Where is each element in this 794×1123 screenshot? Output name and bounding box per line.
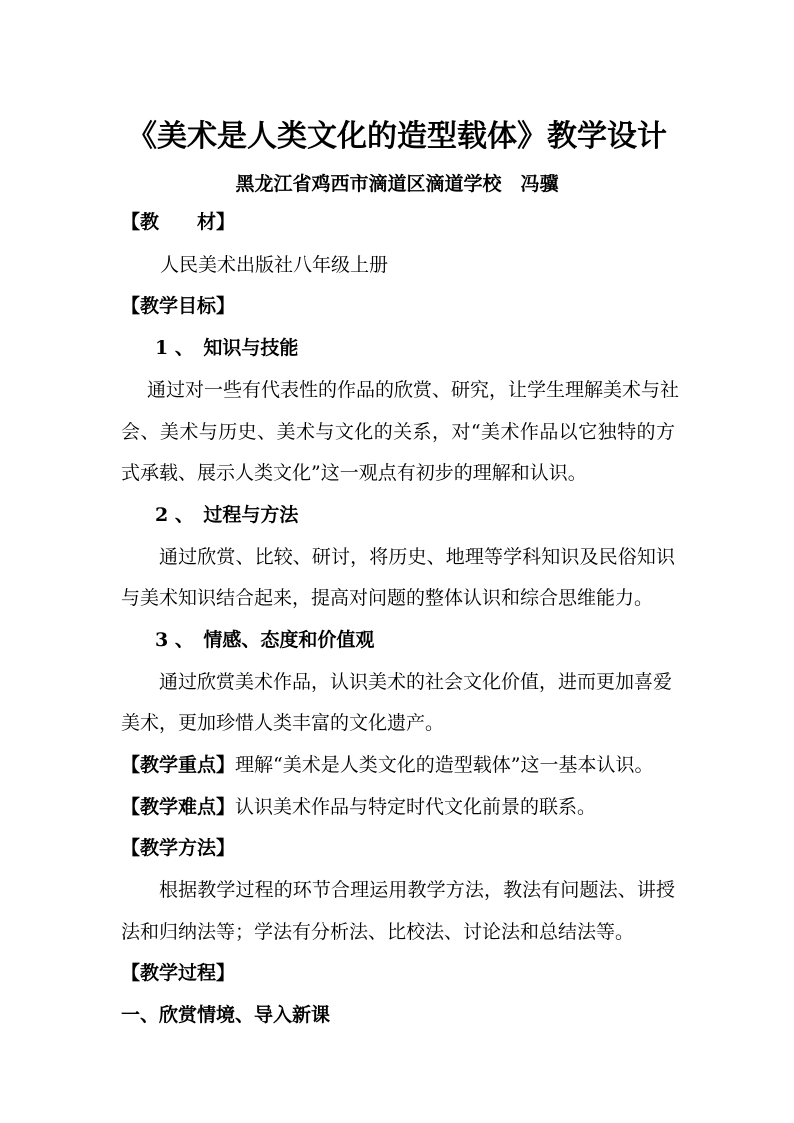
objectives-heading: 【教学目标】 bbox=[121, 295, 236, 317]
objective-3-label: 3 、 情感、态度和价值观 bbox=[155, 629, 375, 651]
objective-3-line: 通过欣赏美术作品，认识美术的社会文化价值，进而更加喜爱 bbox=[159, 671, 673, 693]
key-point-content: 理解“美术是人类文化的造型载体”这一基本认识。 bbox=[235, 754, 654, 776]
process-heading: 【教学过程】 bbox=[121, 962, 236, 984]
methods-line: 法和归纳法等；学法有分析法、比校法、讨论法和总结法等。 bbox=[121, 921, 635, 943]
textbook-heading: 【教 材】 bbox=[121, 211, 236, 233]
process-section-heading: 一、欣赏情境、导入新课 bbox=[121, 1004, 331, 1026]
difficulty-heading: 【教学难点】 bbox=[121, 796, 236, 818]
methods-line: 根据教学过程的环节合理运用教学方法，教法有问题法、讲授 bbox=[159, 879, 675, 901]
objective-1-line: 会、美术与历史、美术与文化的关系，对“美术作品以它独特的方 bbox=[121, 421, 675, 443]
objective-1-line: 式承载、展示人类文化”这一观点有初步的理解和认识。 bbox=[121, 462, 587, 484]
objective-2-line: 通过欣赏、比较、研讨，将历史、地理等学科知识及民俗知识 bbox=[159, 546, 675, 568]
objective-2-line: 与美术知识结合起来，提高对问题的整体认识和综合思维能力。 bbox=[121, 587, 654, 609]
objective-1-line: 通过对一些有代表性的作品的欣赏、研究，让学生理解美术与社 bbox=[147, 379, 680, 401]
difficulty-content: 认识美术作品与特定时代文化前景的联系。 bbox=[235, 796, 597, 818]
author-line: 黑龙江省鸡西市滴道区滴道学校 冯骥 bbox=[235, 173, 559, 195]
objective-3-line: 美术，更加珍惜人类丰富的文化遗产。 bbox=[121, 712, 445, 734]
key-point-heading: 【教学重点】 bbox=[121, 754, 236, 776]
difficulty-row bbox=[121, 795, 596, 819]
objective-1-label: 1 、 知识与技能 bbox=[155, 337, 299, 359]
objective-2-label: 2 、 过程与方法 bbox=[155, 504, 299, 526]
textbook-content: 人民美术出版社八年级上册 bbox=[160, 254, 389, 276]
key-point-row bbox=[121, 753, 653, 777]
methods-heading: 【教学方法】 bbox=[121, 837, 236, 859]
document-title: 《美术是人类文化的造型载体》教学设计 bbox=[127, 119, 667, 154]
